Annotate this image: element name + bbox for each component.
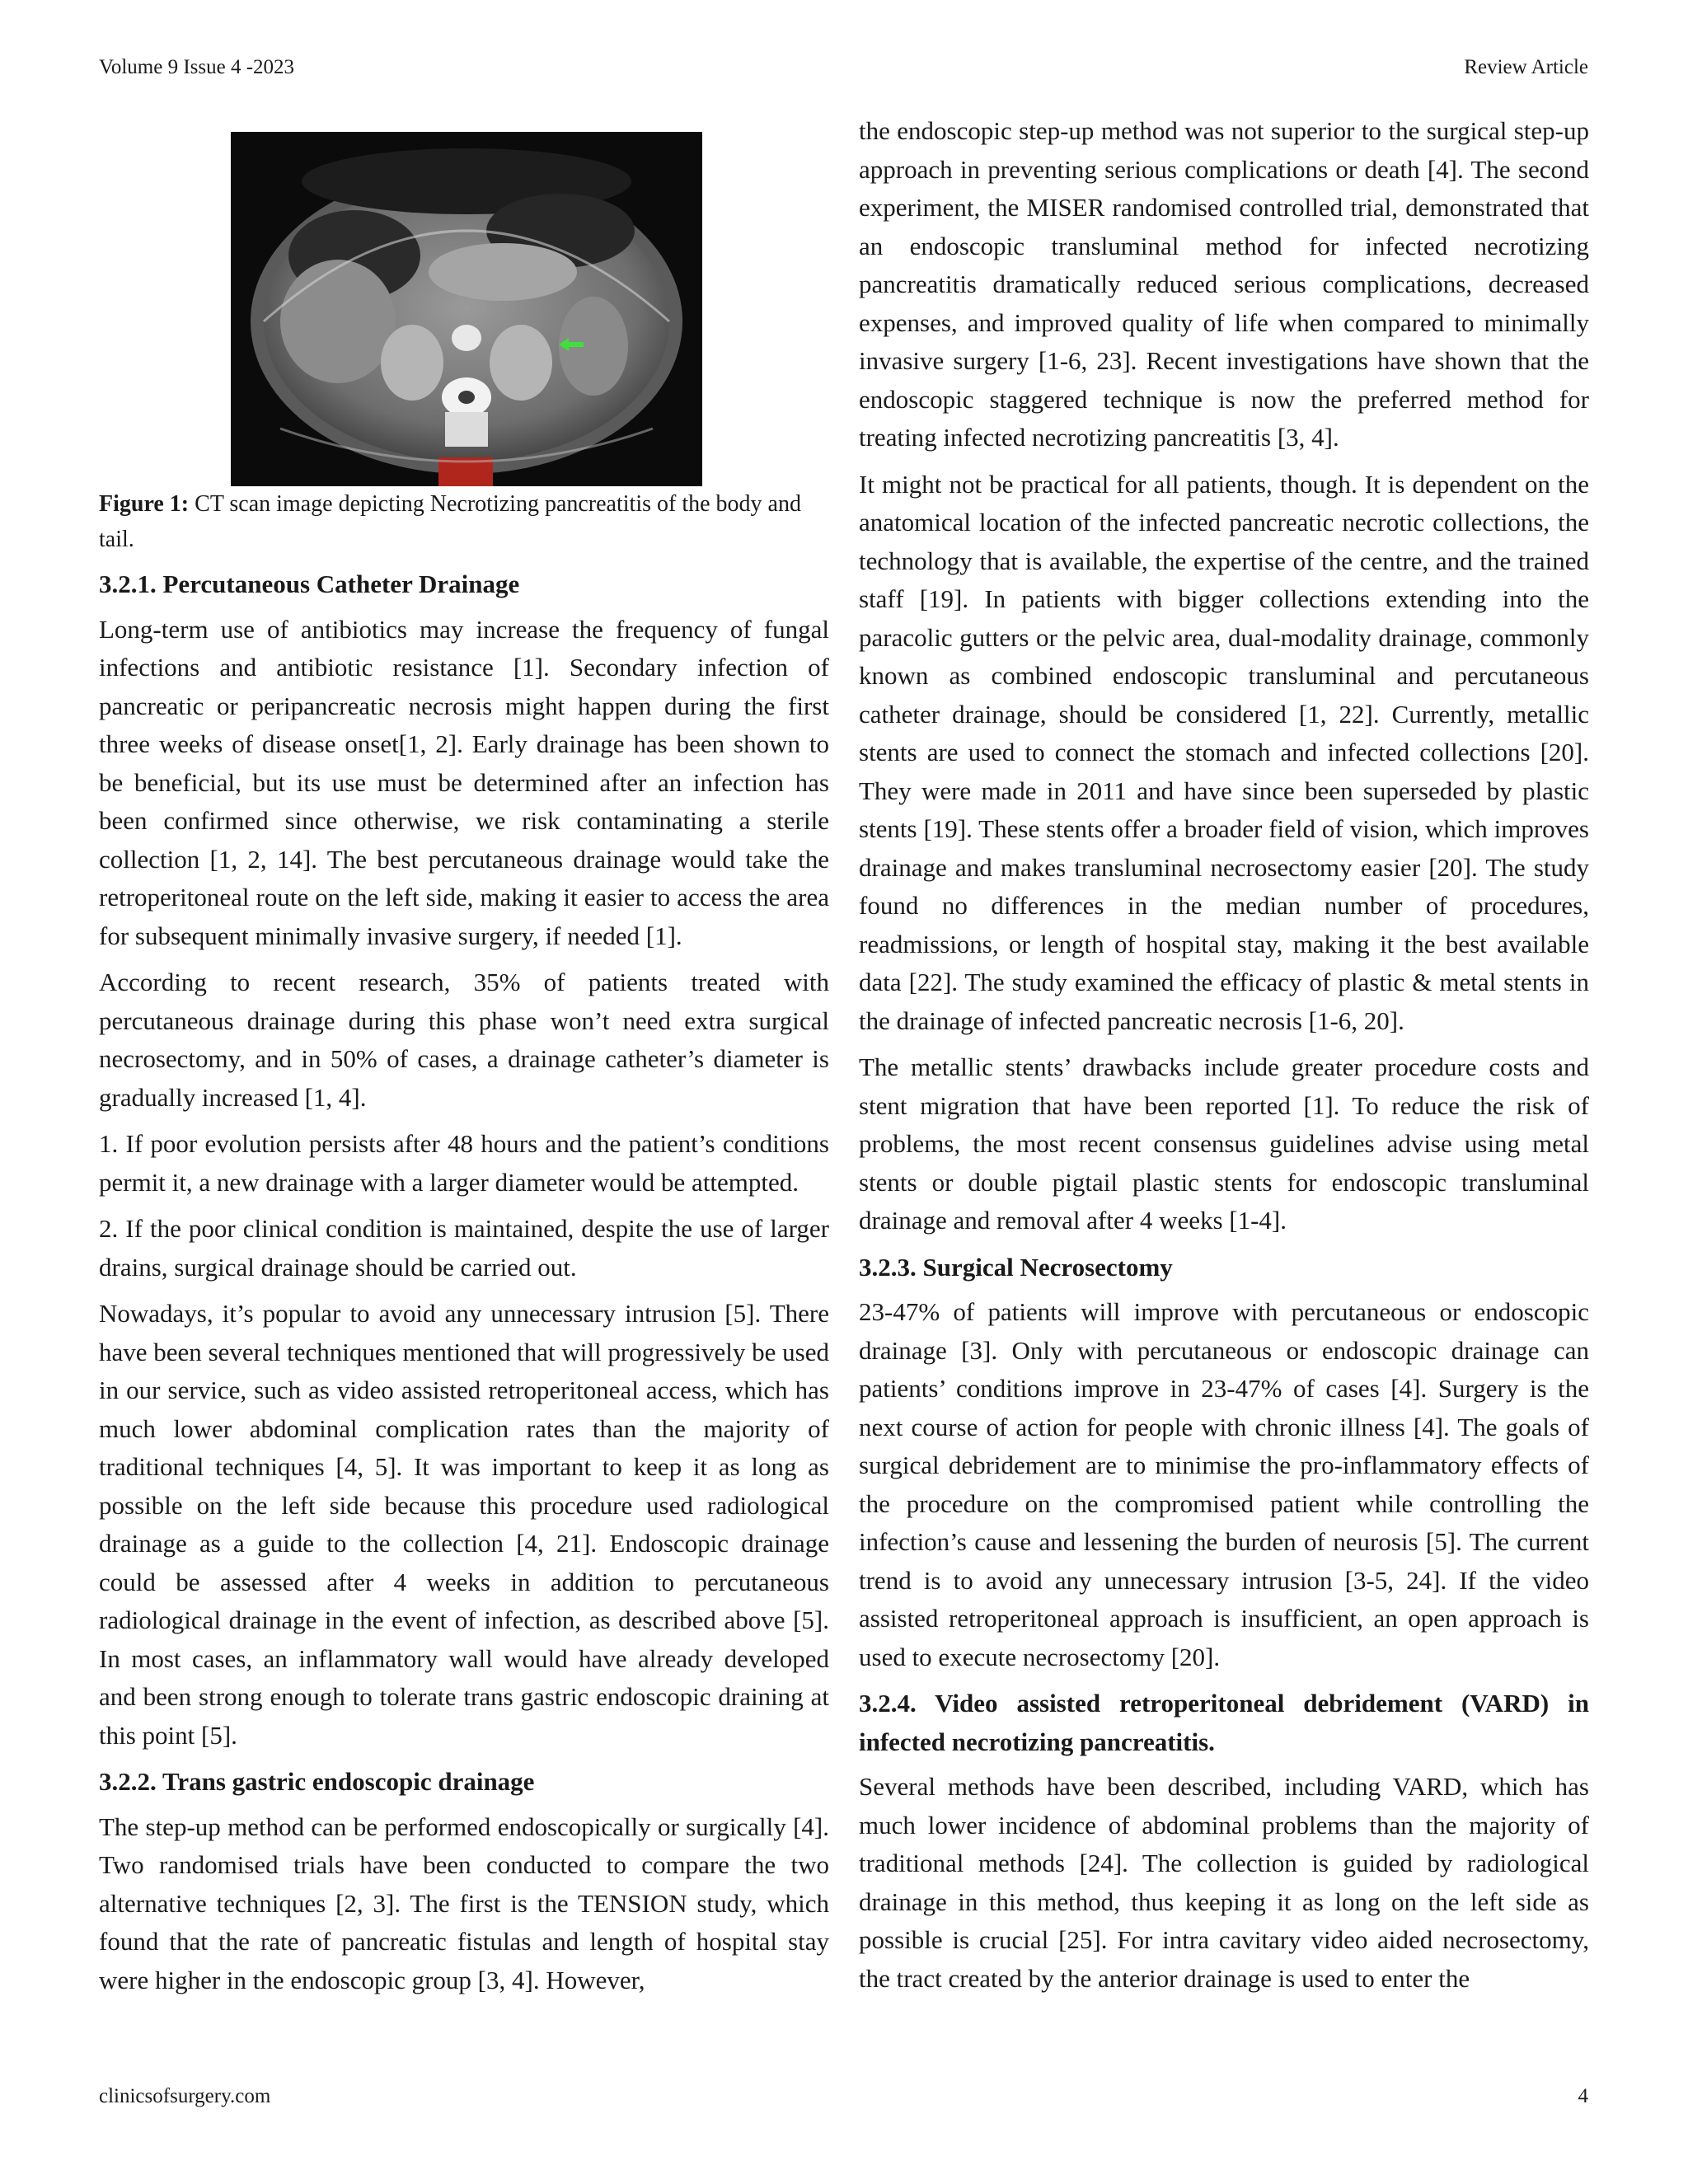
paragraph: The metallic stents’ drawbacks include greater procedure costs and stent migration that have been reported [1]. To reduce the risk of problems, the most recent consensus guidelines advise using metal stents or double pigtail plastic stents for endoscopic transluminal drainage and removal after 4 weeks [1-4]. xyxy=(859,1052,1589,1235)
ct-scan-figure xyxy=(231,132,702,486)
article-type: Review Article xyxy=(1464,56,1588,78)
figure-caption xyxy=(99,486,829,557)
section-3-2-3-heading: 3.2.3. Surgical Necrosectomy xyxy=(859,1252,1173,1282)
left-column xyxy=(99,110,829,2008)
figure-label: Figure 1: xyxy=(99,491,190,517)
section-3-2-2-heading: 3.2.2. Trans gastric endoscopic drainage xyxy=(99,1767,535,1796)
paragraph: the endoscopic step-up method was not superior to the surgical step-up approach in preventing serious complications or death [4]. The second experiment, the MISER randomised controlled trial, demonstrated that an endoscopic transluminal method for infected necrotizing pancreatitis dramatically reduced serious complications, decreased expenses, and improved quality of life when compared to minimally invasive surgery [1-6, 23]. Recent investigations have shown that the endoscopic staggered technique is now the preferred method for treating infected necrotizing pancreatitis [3, 4]. xyxy=(859,116,1589,452)
paragraph: The step-up method can be performed endoscopically or surgically [4]. Two randomised trials have been conducted to compare the two alternative techniques [2, 3]. The first is the TENSION study, which found that the rate of pancreatic fistulas and length of hospital stay were higher in the endoscopic group [3, 4]. However, xyxy=(99,1811,829,1994)
paragraph: It might not be practical for all patients, though. It is dependent on the anatomical location of the infected pancreatic necrotic collections, the technology that is available, the expertise of the centre, and the trained staff [19]. In patients with bigger collections extending into the paracolic gutters or the pelvic area, dual-modality drainage, commonly known as combined endoscopic transluminal and percutaneous catheter drainage, should be considered [1, 22]. Currently, metallic stents are used to connect the stomach and infected collections [20]. They were made in 2011 and have since been superseded by plastic stents [19]. These stents offer a broader field of vision, which improves drainage and makes transluminal necrosectomy easier [20]. The study found no differences in the median number of procedures, readmissions, or length of hospital stay, making it the best available data [22]. The study examined the efficacy of plastic & metal stents in the drainage of infected pancreatic necrosis [1-6, 20]. xyxy=(859,469,1589,1035)
ct-scan-image xyxy=(231,132,702,486)
paragraph: Nowadays, it’s popular to avoid any unnecessary intrusion [5]. There have been several techniques mentioned that will progressively be used in our service, such as video assisted retroperitoneal access, which has much lower abdominal complication rates than the majority of traditional techniques [4, 5]. It was important to keep it as long as possible on the left side because this procedure used radiological drainage as a guide to the collection [4, 21]. Endoscopic drainage could be assessed after 4 weeks in addition to percutaneous radiological drainage in the event of infection, as described above [5]. In most cases, an inflammatory wall would have already developed and been strong enough to tolerate trans gastric endoscopic draining at this point [5]. xyxy=(99,1299,829,1750)
journal-website: clinicsofsurgery.com xyxy=(99,2085,271,2107)
paragraph: 1. If poor evolution persists after 48 hours and the patient’s conditions permit it, a new drainage with a larger diameter would be attempted. xyxy=(99,1129,829,1197)
paragraph: Long-term use of antibiotics may increase the frequency of fungal infections and antibiotic resistance [1]. Secondary infection of pancreatic or peripancreatic necrosis might happen during the first three weeks of disease onset[1, 2]. Early drainage has been shown to be beneficial, but its use must be determined after an infection has been confirmed since otherwise, we risk contaminating a sterile collection [1, 2, 14]. The best percutaneous drainage would take the retroperitoneal route on the left side, making it easier to access the area for subsequent minimally invasive surgery, if needed [1]. xyxy=(99,614,829,950)
paragraph: 23-47% of patients will improve with percutaneous or endoscopic drainage [3]. Only with percutaneous or endoscopic drainage can patients’ conditions improve in 23-47% of cases [4]. Surgery is the next course of action for people with chronic illness [4]. The goals of surgical debridement are to minimise the pro-inflammatory effects of the procedure on the compromised patient while controlling the infection’s cause and lessening the burden of neurosis [5]. The current trend is to avoid any unnecessary intrusion [3-5, 24]. If the video assisted retroperitoneal approach is insufficient, an open approach is used to execute necrosectomy [20]. xyxy=(859,1297,1589,1671)
section-3-2-1-heading: 3.2.1. Percutaneous Catheter Drainage xyxy=(99,569,520,598)
paragraph: According to recent research, 35% of patients treated with percutaneous drainage during this phase won’t need extra surgical necrosectomy, and in 50% of cases, a drainage catheter’s diameter is gradually increased [1, 4]. xyxy=(99,968,829,1112)
paragraph: Several methods have been described, including VARD, which has much lower incidence of abdominal problems than the majority of traditional methods [24]. The collection is guided by radiological drainage in this method, thus keeping it as long on the left side as possible is crucial [25]. For intra cavitary video aided necrosectomy, the tract created by the anterior drainage is used to enter the xyxy=(859,1772,1589,1993)
figure-caption-text: CT scan image depicting Necrotizing pancreatitis of the body and tail. xyxy=(99,491,801,552)
right-column xyxy=(859,112,1589,2006)
journal-volume: Volume 9 Issue 4 -2023 xyxy=(99,56,295,78)
section-3-2-4-heading: 3.2.4. Video assisted retroperitoneal debridement (VARD) in infected necrotizing pancreatitis. xyxy=(859,1689,1589,1756)
paragraph: 2. If the poor clinical condition is maintained, despite the use of larger drains, surgical drainage should be carried out. xyxy=(99,1214,829,1282)
page-number: 4 xyxy=(1578,2085,1588,2107)
